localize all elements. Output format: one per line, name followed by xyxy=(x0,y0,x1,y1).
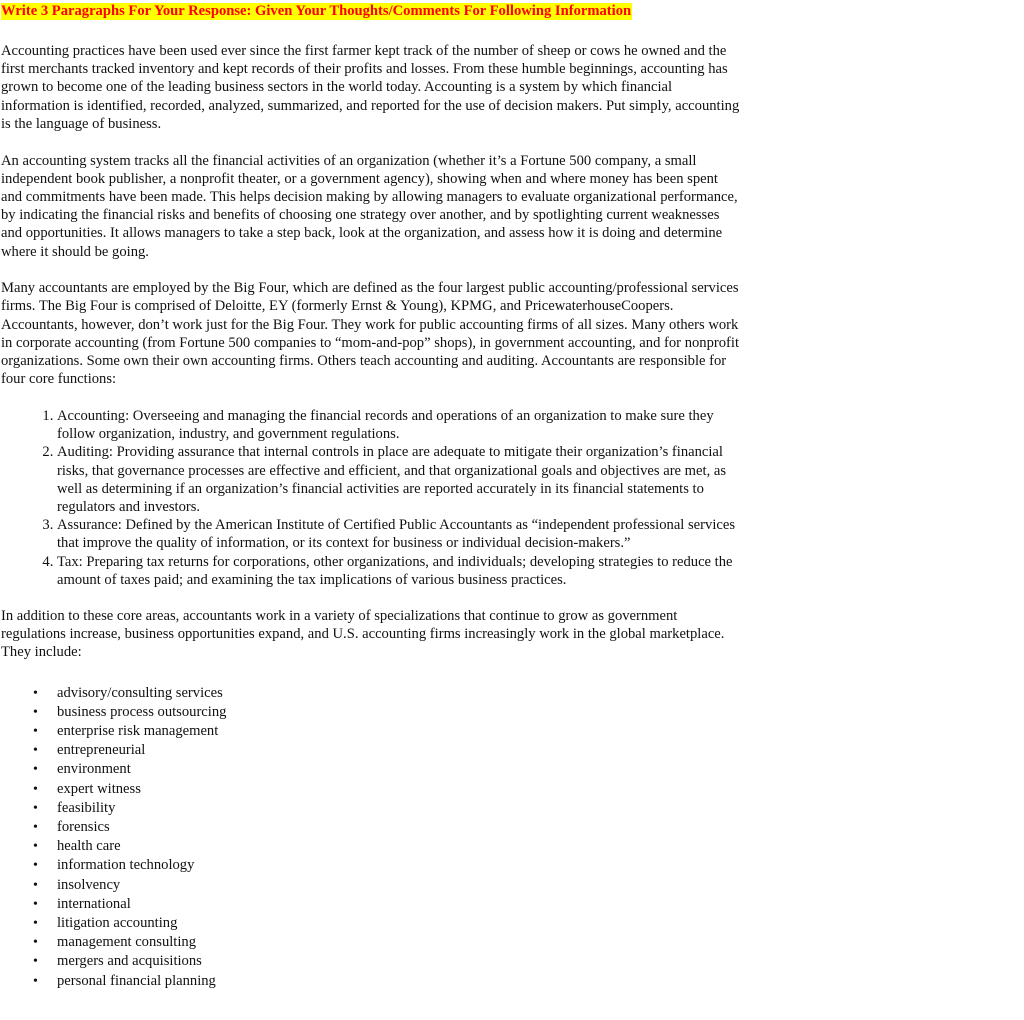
core-functions-list xyxy=(1,407,741,589)
list-item: • international xyxy=(57,895,741,914)
paragraph-specializations: In addition to these core areas, accountants work in a variety of specializations that continue to grow as government regulations increase, business opportunities expand, and U.S. accounting firms increasingly work in the global marketplace. They include: xyxy=(1,607,725,661)
list-item: • mergers and acquisitions xyxy=(57,952,741,971)
paragraph-big-four: Many accountants are employed by the Big Four, which are defined as the four largest public accounting/professional services firms. The Big Four is comprised of Deloitte, EY (formerly Ernst & Young), KPMG, and PricewaterhouseCoopers. Accountants, however, don’t work just for the Big Four. They work for public accounting firms of all sizes. Many others work in corporate accounting (from Fortune 500 companies to “mom-and-pop” shops), in government accounting, and for nonprofit organizations. Some own their own accounting firms. Others teach accounting and auditing. Accountants are responsible for four core functions: xyxy=(1,280,740,388)
list-item: • business process outsourcing xyxy=(57,703,741,722)
core-function-tax: 4. Tax: Preparing tax returns for corporations, other organizations, and individuals; developing strategies to reduce the amount of taxes paid; and examining the tax implications of various business practices. xyxy=(57,553,741,589)
list-item: • expert witness xyxy=(57,780,741,799)
assignment-heading: Write 3 Paragraphs For Your Response: Given Your Thoughts/Comments For Following Information xyxy=(1,3,632,19)
core-function-assurance: 3. Assurance: Defined by the American Institute of Certified Public Accountants as “independent professional services that improve the quality of information, or its context for business or individual decision-makers.” xyxy=(57,516,741,552)
list-item: • forensics xyxy=(57,818,741,837)
core-function-accounting: 1. Accounting: Overseeing and managing the financial records and operations of an organization to make sure they follow organization, industry, and government regulations. xyxy=(57,407,741,443)
list-item: • feasibility xyxy=(57,799,741,818)
specializations-list xyxy=(1,684,741,991)
list-item: • litigation accounting xyxy=(57,914,741,933)
paragraph-intro: Accounting practices have been used ever since the first farmer kept track of the number of sheep or cows he owned and the first merchants tracked inventory and kept records of their profits and losses. From these humble beginnings, accounting has grown to become one of the leading business sectors in the world today. Accounting is a system by which financial information is identified, recorded, analyzed, summarized, and reported for the use of decision makers. Put simply, accounting is the language of business. xyxy=(1,43,740,132)
list-item: • enterprise risk management xyxy=(57,722,741,741)
core-function-auditing: 2. Auditing: Providing assurance that internal controls in place are adequate to mitigate their organization’s financial risks, that governance processes are effective and efficient, and that organizational goals and objectives are met, as well as determining if an organization’s financial activities are reported accurately in its financial statements to regulators and investors. xyxy=(57,443,741,516)
list-item: • management consulting xyxy=(57,933,741,952)
list-item: • health care xyxy=(57,837,741,856)
list-item: • advisory/consulting services xyxy=(57,684,741,703)
list-item: • information technology xyxy=(57,856,741,875)
list-item: • personal financial planning xyxy=(57,972,741,991)
list-item: • insolvency xyxy=(57,876,741,895)
list-item: • entrepreneurial xyxy=(57,741,741,760)
list-item: • environment xyxy=(57,760,741,779)
paragraph-accounting-system: An accounting system tracks all the financial activities of an organization (whether it’s a Fortune 500 company, a small independent book publisher, a nonprofit theater, or a government agency), showing when and where money has been spent and commitments have been made. This helps decision making by allowing managers to evaluate organizational performance, by indicating the financial risks and benefits of choosing one strategy over another, and by spotlighting current weaknesses and opportunities. It allows managers to take a step back, look at the organization, and assess how it is doing and determine where it should be going. xyxy=(1,152,738,260)
